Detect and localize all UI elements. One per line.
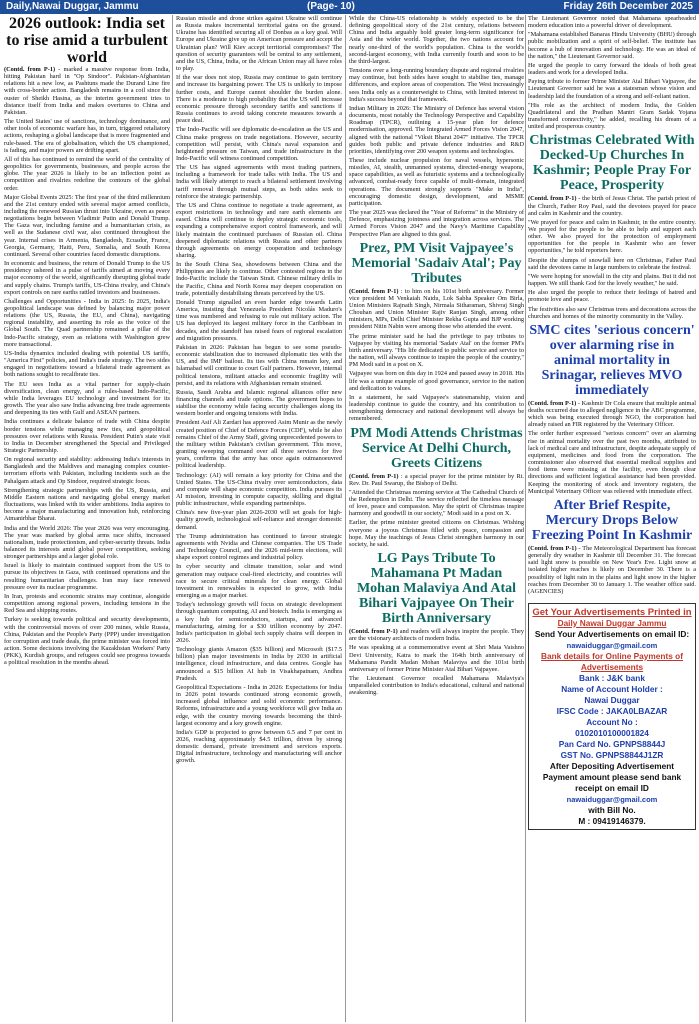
dateline: (Contd. from P-1) [528,195,577,203]
article-paragraph: The festivities also saw Christmas trees and decorations across the churches and homes of the minority community in the Valley. [528,305,696,320]
column-divider [172,15,173,1022]
ad-send-line: Send Your Advertisements on email ID: [534,628,690,639]
dateline: (Contd. from P-1) [349,628,398,636]
dateline: (Contd. from P-1) [528,399,577,407]
ad-publisher: Daily Nawai Duggar Jammu [557,617,667,628]
ad-mobile: M : 09419146379. [578,815,646,826]
article-paragraph: Major Global Events 2025: The first year of the third millennium and the 21st century ended with several major armed conflicts, including the renewed Russian thrust into Ukraine, even as peace negotiations begin between Vladimir Putin and Donald Trump. The Gaza war, including famine and a humanitarian crisis, as well as the Sudanese civil war, also continued throughout the year. Internal crises in Armenia, Bangladesh, Ecuador, France, Georgia, Germany, Haiti, Peru, Somalia, and South Korea continued. Several other countries faced domestic disruptions. [4,193,170,258]
article-paragraph: Geopolitical Expectations - India in 2026: Expectations for India in 2026 point towards continued strong economic growth, increased global influence and solid economic performance. Reforms, infrastructure and a young workforce will give India an edge, with the country moving towards becoming the third-largest economy and a key growth engine. [176,683,342,727]
article-paragraph: Pakistan in 2026: Pakistan has begun to see some pseudo-economic stabilization due to increased diplomatic ties with the US, and the IMF bailout. Its ties with China remain key, and Islamabad will continue to court Gulf partners. However, internal political tensions, militant attacks and economic fragility will persist, and its relations with Afghanistan remain strained. [176,343,342,387]
article-headline: After Brief Respite, Mercury Drops Below Freezing Point In Kashmir [531,497,693,543]
article-paragraph: India continues a delicate balance of trade with China despite border tensions while managing new ties, and geopolitical pressures over relations with Russia. President Putin's state visit to India in December strengthened the Special and Privileged Strategic Partnership. [4,418,170,454]
article-paragraph: The US has signed agreements with most trading partners, including a framework for trade talks with India. The US and India will likely attempt to reach a bilateral settlement involving tariff removal through mutual steps, as both sides seek to reinforce the strategic partnership. [176,164,342,200]
article-paragraph: "We were hoping for snowfall in the city and plains. But it did not happen. We still thank God for the lovely weather," he said. [528,272,696,288]
article-paragraph: In cyber security and climate transition, solar and wind generation may outpace coal-fired electricity, and countries will race to secure critical minerals for clean energy. Global investment in renewables is expected to grow, with India emerging as a major market. [176,563,342,600]
article-paragraph: Russia, Saudi Arabia and Islamic regional alliances offer new financing channels and trade options. The government hopes to stabilise the economy while facing security challenges along its western border and ongoing tensions with India. [176,388,342,418]
article-paragraph: In economic and business, the return of Donald Trump to the US presidency ushered in a pulse of tariffs aimed at moving every major economy of the world, significantly disrupting global trade and supply chains. Trump's tariffs, US-China rivalry, and China's export controls on rare earths rattled investors and businesses. [4,260,170,296]
article-headline: LG Pays Tribute To Mahamana Pt Madan Mohan Malaviya And Atal Bihari Vajpayee On Their Birth Anniversary [356,551,517,627]
ad-title: Get Your Advertisements Printed in [532,606,692,618]
page-header [0,0,699,14]
ad-bank-line: IFSC Code : JAKA0LBAZAR [556,705,668,716]
ad-bank-line: Pan Card No. GPNPS8844J [558,738,666,749]
article-paragraph: Paying tribute to former Prime Minister Atal Bihari Vajpayee, the Lieutenant Governor said he was a statesman whose vision and leadership laid the foundation of a strong and self-reliant nation. [528,78,696,100]
article-paragraph: The order further expressed "serious concern" over an alarming rise in animal mortality over the past two months, attributed to lack of medical care and infrastructure, despite adequate supply of equipment, medicines and food from the corporation. The commissioner also observed that essential medical supplies and food items were missing at the facility, even though clear directions and sufficient logistical assistance had been provided. Keeping the monitoring of stock and inventory registers, the Municipal Veterinary Officer was relieved with immediate effect. [528,430,696,495]
article-paragraph: Russian missile and drone strikes against Ukraine will continue as Russia makes incremental territorial gains on the ground. Ukraine has identified securing all of Donbas as a key goal. Will Europe and Ukraine give up on American pressure and accept the Ukrainian plan? Will Kiev accept territorial compromises? The question of security guarantees will be central to any settlement, and the US, China, India, or the African Union may all have roles to play. [176,15,342,73]
article-paragraph: Challenges and Opportunities - India in 2025: In 2025, India's geopolitical landscape was defined by balancing major power relations (the US, Russia, the EU, and China), navigating regional instability, and asserting its role as the voice of the Global South. The Quad partnership remained a pillar of the Indo-Pacific strategy, even as relations with Washington grew more transactional. [4,297,170,348]
article-paragraph: (Contd. from P-1) - marked a massive response from India, hitting Pakistan hard in "Op Sindoor". Pakistan-Afghanistan relations hit a new low, as Pashtuns made the Durand Line fire with cross-border action. Bangladesh remains in a coil since the ouster of Sheikh Hasina, as the interim government tries to distance itself from India and makes overtures to China and Pakistan. [4,66,170,116]
article-paragraph: (Contd. from P-1) : to him on his 101st birth anniversary. Former vice president M Venkaiah Naidu, Lok Sabha Speaker Om Birla, Union Ministers Rajnath Singh, Nirmala Sitharaman, Shivraj Singh Chouhan and Union Minister Rajiv Ranjan Singh, among other ministers, MPs, Delhi Chief Minister Rekha Gupta and BJP working president Nitin Nabin were among those who attended the event. [349,287,524,331]
dateline: (Contd. from P-1) [349,472,399,480]
ad-bank-line: Bank : J&K bank [579,672,645,683]
article-paragraph: The Indo-Pacific will see diplomatic de-escalation as the US and China make progress on trade negotiations. However, security competition will persist, with China's naval expansion and heightened pressure on Taiwan, and trade infrastructure in the Indo-Pacific will witness continued competition. [176,126,342,162]
column-4 [528,15,696,1022]
article-paragraph: Despite the slumps of snowfall here on Christmas, Father Paul said the devotees came in large numbers to celebrate the festival. [528,256,696,271]
article-paragraph: India and the World 2026: The year 2026 was very encouraging. The year was marked by global arms race shifts, increased nationalism, trade protectionism, and cyber-security threats. India balanced its interests amid global power competition, seeking stronger partnerships and a larger global role. [4,524,170,561]
article-paragraph: "His role as the architect of modern India, the Golden Quadrilateral and the Pradhan Mantri Gram Sadak Yojana transformed connectivity," he added, recalling his dream of a united and prosperous country. [528,101,696,131]
article-paragraph: (Contd. from P-1) - the birth of Jesus Christ. The parish priest of the Church, Father Roy Paul, said the devotees prayed for peace and calm in Kashmir and the country. [528,195,696,217]
article-paragraph: The Trump administration has continued to favour strategic agreements with Nvidia and Chinese companies. The US Trade and Technology Council, and the 2026 mid-term elections, will shape export control regimes and industrial policy. [176,532,342,562]
article-paragraph: These include nuclear propulsion for naval vessels, hypersonic missiles, AI, stealth, unmanned systems, directed-energy weapons, space capabilities, as well as futuristic systems and a technologically advanced, combat-ready force capable of multi-domain, integrated operations. The document strongly supports "Make in India", encouraging domestic design, development, and MSME participation. [349,156,524,207]
ad-bank-line: Account No : [586,716,638,727]
dateline: (Contd. from P-1) [528,544,577,552]
advertisement-box [528,603,696,830]
article-paragraph: Donald Trump signalled an even harder edge towards Latin America, insisting that Venezuela President Nicolás Maduro's time was numbered and refusing to rule out military action. The US has deployed its largest military force in the Caribbean in decades, and the standoff has raised fears of regional escalation and migration pressures. [176,298,342,342]
article-paragraph: In a statement, he said Vajpayee's statesmanship, vision and leadership continue to guide the country, and his contribution to strengthening democracy and national development will always be remembered. [349,393,524,423]
column-2 [176,15,342,1022]
article-headline: Christmas Celebrated With Decked-Up Churches In Kashmir; People Pray For Peace, Prosperity [529,133,695,194]
ad-bank-line: GST No. GPNPS8844J1ZR [560,749,664,760]
page-number: (Page- 10) [307,1,355,12]
article-paragraph: He urged the people to carry forward the ideals of both great leaders and work for a developed India. [528,61,696,77]
article-paragraph: Earlier, the prime minister greeted citizens on Christmas. Wishing everyone a joyous Christmas filled with peace, compassion and hope. May the teachings of Jesus Christ strengthen harmony in our society, he said. [349,519,524,548]
article-paragraph: (Contd. from P-1) - Kashmir Dr Cola ensure that multiple animal deaths occurred due to alleged negligence in the ABC programme, which was being executed through NGO, the corporation had already raised an FIR registered by the Veterinary Officer. [528,399,696,429]
article-paragraph: The prime minister said he had the privilege to pay tributes to Vajpayee by visiting his memorial 'Sadaiv Atal' on the former PM's birth anniversary. "His life dedicated to public service and service to the nation, will always continue to inspire the people of the country," PM Modi said in a post on X. [349,332,524,369]
article-paragraph: China's new five-year plan 2026-2030 will set goals for high-quality growth, technological self-reliance and stronger domestic demand. [176,509,342,531]
article-headline: PM Modi Attends Christmas Service At Delhi Church, Greets Citizens [350,425,523,471]
issue-date: Friday 26th December 2025 [563,1,693,12]
article-paragraph: The year 2025 was declared the "Year of Reforms" in the Ministry of Defence, emphasizing jointness and integration across services. The Armed Forces Vision 2047 and the Navy's Maritime Capability Perspective Plan are aligned to this goal. [349,209,524,238]
article-paragraph: US-India dynamics included dealing with potential US tariffs, "America First" policies, and India's trade strategy. The two sides engaged in negotiations toward a bilateral trade agreement as both nations sought to recalibrate ties. [4,349,170,379]
column-1 [4,15,170,1022]
article-paragraph: If the war does not stop, Russia may continue to gain territory and increase its bargaining power. The US is unlikely to impose further costs, and Europe cannot shoulder the burden alone. There is a moderate to high probability that the US will increase economic pressure through secondary tariffs and sanctions if Russia continues to avoid taking concrete measures towards a peace deal. [176,74,342,125]
article-paragraph: In Iran, protests and economic strains may continue, alongside competition among regional powers, including tensions in the Red Sea and shipping routes. [4,592,170,615]
dateline: (Contd. from P-1) [349,287,399,295]
article-paragraph: The EU sees India as a vital partner for supply-chain diversification, clean energy, and a rules-based Indo-Pacific, while India leverages EU technology and investment for its growth. The year also saw India advancing free trade agreements and deepening its ties with Gulf and ASEAN partners. [4,380,170,417]
article-paragraph: Technology: (AI) will remain a key priority for China and the United States. The US-China rivalry over semiconductors, data and compute will shape economic competition. India pursues its AI mission, investing in compute capacity, skilling and digital public infrastructure, while expanding partnerships. [176,471,342,508]
article-paragraph: The Lieutenant Governor noted that Mahamana spearheaded modern education into a powerful driver of development. [528,15,696,30]
article-paragraph: The United States' use of sanctions, technology dominance, and other tools of economic warfare has, in turn, triggered retaliatory actions, reshaping a global landscape that is more fragmented and rule-based. The era of globalisation, which the US championed, is fading, and major powers are drifting apart. [4,118,170,154]
article-paragraph: (Contd. from P-1) - The Meteorological Department has forecast generally dry weather in Kashmir till December 31. The forecast said light snow is possible on New Year's Eve. Light snow at isolated higher reaches is likely on December 30. There is a possibility of light rain in the plains and light snow in the higher reaches from December 30 to January 1. The weather office said. (AGENCIES) [528,544,696,595]
dateline: (Contd. from P-1) [4,66,56,73]
column-divider [525,15,526,1022]
article-paragraph: "Mahamana established Banaras Hindu University (BHU) through public mobilization and a spirit of self-belief. The institute has become a hub of innovation and technology. He was an ideal of the nation," the Lieutenant Governor said. [528,31,696,60]
article-paragraph: Today's technology growth will focus on strategic development through quantum computing, AI and biotech. India is emerging as a key hub for semiconductors, startups, and advanced manufacturing, aiming for a $30 trillion economy by 2047. India's participation in global tech supply chains will deepen in 2026. [176,601,342,644]
article-paragraph: The US and China continue to negotiate a trade agreement, as export restrictions in technology and rare earth elements are eased. China will continue to deploy strategic economic tools, expanding a comprehensive export control framework, and will likely maintain the continued purchases of Russian oil. China deepened diplomatic relations with Russia and other partners through agreements on energy cooperation and technology sharing. [176,201,342,259]
ad-with-bill: with Bill No. [588,804,636,815]
ad-bank-line: 0102010100001824 [575,727,649,738]
article-paragraph: The Lieutenant Governor recalled Mahamana Malaviya's unparalleled contribution to India's educational, cultural and national awakening. [349,675,524,697]
article-paragraph: "Attended the Christmas morning service at The Cathedral Church of the Redemption in Delhi. The service reflected the timeless message of love, peace and compassion. May the spirit of Christmas inspire harmony and goodwill in our society," Modi said in a post on X. [349,488,524,518]
masthead: Daily,Nawai Duggar, Jammu [6,1,139,12]
article-paragraph: Indian Military in 2026: The Ministry of Defence has several vision documents, most notably the Technology Perspective and Capability Roadmap (TPCR), outlining a 15-year plan for defence modernisation, approved. The Integrated Armed Forces Vision 2047, aligned with the national "Viksit Bharat 2047" initiative. The TPCR guides both public and private defence industries and R&D priorities, identifying over 200 weapon systems and technologies. [349,104,524,155]
ad-bank-line: Name of Account Holder : [561,683,663,694]
article-paragraph: All of this has continued to remind the world of the centrality of geopolitics for governments, businesses, and people across the globe. The year 2026 is likely to be an inflection point as competition and rivalries redefine the contours of the global order. [4,155,170,192]
ad-bank-title: Bank details for Online Payments of Advertisements [540,650,683,672]
article-paragraph: Israel is likely to maintain continued support from the US to pursue its objectives in Gaza, with continued operations and the resulting humanitarian challenges. Iran may face renewed pressure over its nuclear programme. [4,562,170,591]
article-paragraph: Turkey is seeking towards political and security developments, with the controversial moves of over 200 mines, while Russia, China, Pakistan and the People's Party (PPP) under investigation for corruption and trade deals, the prime minister was forced into action. Some decisions involving the Kazakhstan Workers' Party (PKK), Kurdish groups, and refugees could see progress towards a political resolution in the months ahead. [4,616,170,667]
article-paragraph: Tensions over a long-running boundary dispute and regional rivalries may continue, but both sides have sought to stabilise ties, manage differences, and explore areas of cooperation. The West increasingly sees India only as a counterweight to China, with limited interest in India's success beyond that framework. [349,67,524,103]
article-paragraph: He was speaking at a commemorative event at Shri Mata Vaishno Devi University, Katra to mark the 164th birth anniversary of Mahamana Pandit Madan Mohan Malaviya and the 101st birth anniversary of former Prime Minister Atal Bihari Vajpayee. [349,644,524,673]
article-paragraph: "We prayed for peace and calm in Kashmir, in the entire country. We prayed for the people to be able to help and support each other. We also prayed for the protection of employment opportunities for the people in Kashmir who are fewer opportunities," he told reporters here. [528,218,696,255]
article-paragraph: In the South China Sea, showdowns between China and the Philippines are likely to continue. Other contested regions in the Indo-Pacific include the Taiwan Strait. Chinese military drills in the Pacific, China and North Korea may deepen cooperation on trade, potentially destabilising threats perceived by the US. [176,261,342,297]
column-divider [345,15,346,1022]
ad-bank-line: Nawai Duggar [584,694,640,705]
article-paragraph: Strengthening strategic partnerships with the US, Russia, and Middle Eastern nations and navigating global energy market fluctuations, was linked with its wider ambitions. India aspires to become a major manufacturing and innovation hub, reinforcing Atmanirbhar Bharat. [4,486,170,523]
article-paragraph: Technology giants Amazon ($35 billion) and Microsoft ($17.5 billion) plan major investments in India by 2030 in artificial intelligence, cloud infrastructure, and data centres. Google has announced a $15 billion AI hub in Visakhapatnam, Andhra Pradesh. [176,646,342,682]
article-headline: 2026 outlook: India set to rise amid a turbulent world [6,15,168,66]
article-paragraph: India's GDP is projected to grow between 6.5 and 7 per cent in 2026, reaching approximately $4.5 trillion, driven by strong domestic demand, private investment and services exports. Digital infrastructure, technology and manufacturing will anchor growth. [176,728,342,765]
ad-email: nawaiduggar@gmail.com [566,794,658,804]
article-headline: SMC cites 'serious concern' over alarming rise in animal mortality in Srinagar, relieves MVO immediately [529,322,695,398]
article-paragraph: On regional security and stability: addressing India's interests in Bangladesh and the Maldives and managing complex counter-terrorism efforts with Pakistan, including incidents such as the Pahalgam attack and Op Sindoor, required strategic focus. [4,456,170,485]
article-paragraph: While the China-US relationship is widely expected to be the defining geopolitical story of the 21st century, relations between China and India arguably hold greater long-term significance for Asia and the wider world. Together, the two nations account for nearly one-third of the world's population. China is the world's second-largest economy, with India currently fourth and soon to be the third-largest. [349,15,524,65]
ad-after-deposit: After Depositing Advertisement Payment amount please send bank receipt on email ID [542,760,682,793]
article-headline: Prez, PM Visit Vajpayee's Memorial 'Sadaiv Atal'; Pay Tributes [351,240,522,286]
article-paragraph: (Contd. from P-1) : a special prayer for the prime minister by Rt. Rev. Dr. Paul Swarup, the Bishop of Delhi. [349,472,524,487]
article-paragraph: (Contd. from P-1) and readers will always inspire the people. They are the visionary architects of modern India. [349,628,524,643]
article-paragraph: President Asif Ali Zardari has approved Asim Munir as the newly created position of Chief of Defence Forces (CDF), while he also remains Chief of the Army Staff, giving unprecedented powers to the military within Pakistan's civilian government. This move, granting sweeping command over all three services for five years, confirms that the army has once again outmanoeuvred political leadership. [176,419,342,470]
article-paragraph: He also urged the people to reduce their feelings of hatred and promote love and peace. [528,289,696,304]
article-paragraph: Vajpayee was born on this day in 1924 and passed away in 2018. His life was a unique example of good governance, service to the nation and dedication to values. [349,370,524,392]
ad-email: nawaiduggar@gmail.com [566,640,658,650]
column-3 [349,15,524,1022]
